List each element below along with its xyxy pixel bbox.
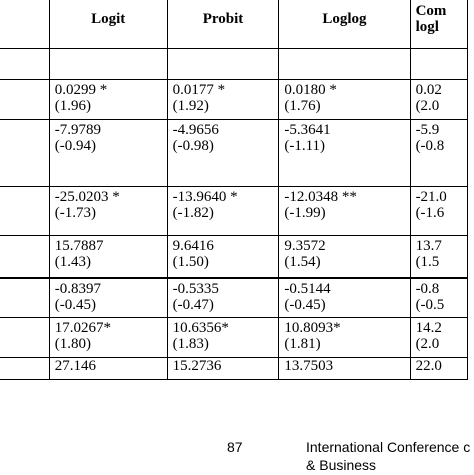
table-cell: 14.2 (2.0 xyxy=(410,318,467,358)
header-loglog: Loglog xyxy=(279,0,410,49)
page-number: 87 xyxy=(227,439,243,455)
table-row xyxy=(0,120,468,187)
table-header-row xyxy=(0,0,468,49)
table-cell: -12.0348 ** (-1.99) xyxy=(279,187,410,236)
table-cell: 15.7887 (1.43) xyxy=(49,236,167,278)
table-cell: 13.7503 xyxy=(279,358,410,380)
table-cell: 9.3572 (1.54) xyxy=(279,236,410,278)
row-label-cell xyxy=(0,120,49,187)
conference-title-continued: & Business xyxy=(306,457,377,473)
row-label-cell xyxy=(0,318,49,358)
table-cell: -21.0 (-1.6 xyxy=(410,187,467,236)
table-cell: -13.9640 * (-1.82) xyxy=(167,187,279,236)
table-cell: 9.6416 (1.50) xyxy=(167,236,279,278)
table-cell: -5.3641 (-1.11) xyxy=(279,120,410,187)
row-label-cell xyxy=(0,278,49,318)
table-blank-row xyxy=(0,49,468,80)
row-label-cell xyxy=(0,358,49,380)
table-cell: -0.8397 (-0.45) xyxy=(49,278,167,318)
table-cell: 22.0 xyxy=(410,358,467,380)
table-cell: -0.8 (-0.5 xyxy=(410,278,467,318)
table-row xyxy=(0,358,468,380)
table-cell: -7.9789 (-0.94) xyxy=(49,120,167,187)
header-logit: Logit xyxy=(49,0,167,49)
table-row xyxy=(0,187,468,236)
table-cell: 10.6356* (1.83) xyxy=(167,318,279,358)
header-blank-cell xyxy=(0,0,49,49)
table-cell: 10.8093* (1.81) xyxy=(279,318,410,358)
table-cell: -4.9656 (-0.98) xyxy=(167,120,279,187)
row-label-cell xyxy=(0,80,49,120)
table-cell: 0.0180 * (1.76) xyxy=(279,80,410,120)
header-probit: Probit xyxy=(167,0,279,49)
table-row xyxy=(0,236,468,278)
table-cell: -5.9 (-0.8 xyxy=(410,120,467,187)
table-cell: 0.0299 * (1.96) xyxy=(49,80,167,120)
conference-title: International Conference c xyxy=(306,439,471,455)
table-cell: 17.0267* (1.80) xyxy=(49,318,167,358)
table-row xyxy=(0,278,468,318)
table-cell: 15.2736 xyxy=(167,358,279,380)
table-cell: 0.02 (2.0 xyxy=(410,80,467,120)
header-complementary-loglog: Com logl xyxy=(410,0,467,49)
page-footer xyxy=(0,432,474,474)
row-label-cell xyxy=(0,236,49,278)
table-row xyxy=(0,80,468,120)
table-cell: -0.5144 (-0.45) xyxy=(279,278,410,318)
row-label-cell xyxy=(0,187,49,236)
table-cell: 0.0177 * (1.92) xyxy=(167,80,279,120)
table-cell: 27.146 xyxy=(49,358,167,380)
table-cell: -25.0203 * (-1.73) xyxy=(49,187,167,236)
table-cell: -0.5335 (-0.47) xyxy=(167,278,279,318)
table-cell: 13.7 (1.5 xyxy=(410,236,467,278)
table-row xyxy=(0,318,468,358)
